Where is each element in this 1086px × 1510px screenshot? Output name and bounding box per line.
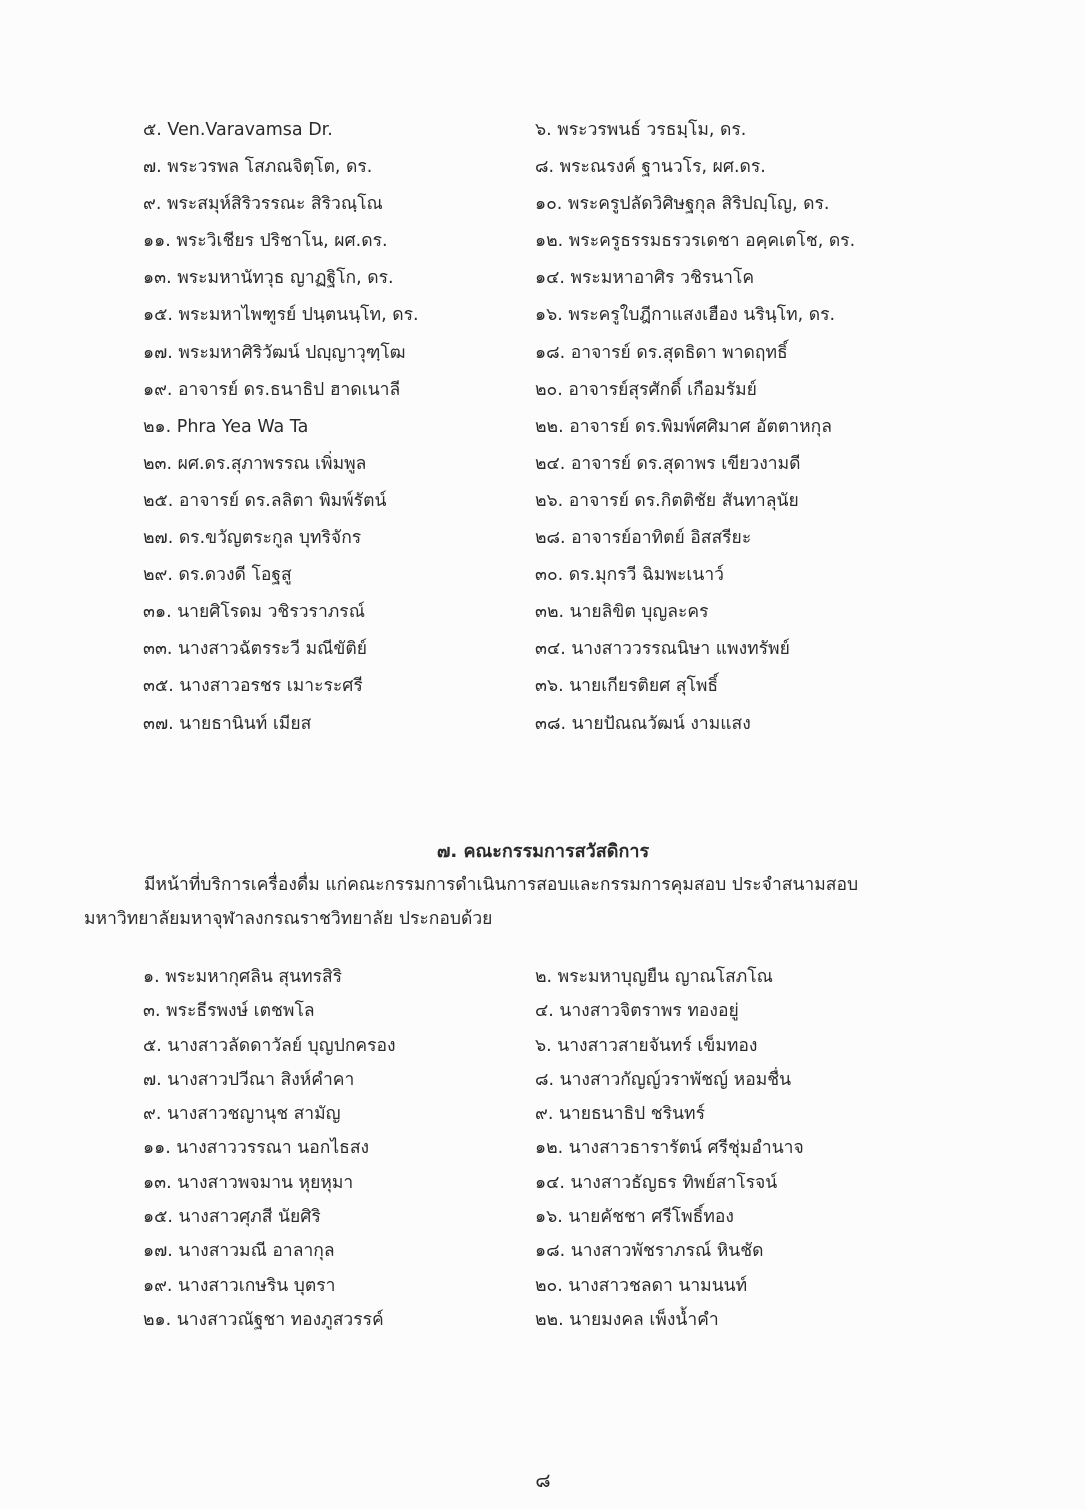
description-line-2: มหาวิทยาลัยมหาจุฬาลงกรณราชวิทยาลัย ประกอบด้วย	[84, 909, 493, 929]
list-item: ๑๕. นางสาวศุภสี นัยศิริ	[143, 1207, 321, 1228]
list-item: ๑๘. นางสาวพัชราภรณ์ หินชัด	[535, 1241, 764, 1262]
list-item: ๙. นางสาวชญานุช สามัญ	[143, 1104, 341, 1125]
list-item: ๒๔. อาจารย์ ดร.สุดาพร เขียวงามดี	[535, 453, 801, 474]
list-item: ๒๑. Phra Yea Wa Ta	[143, 416, 309, 437]
page-number: ๘	[535, 1468, 551, 1492]
list-item: ๒. พระมหาบุญยืน ญาณโสภโณ	[535, 967, 773, 987]
list-item: ๑๔. พระมหาอาศิร วชิรนาโค	[535, 268, 755, 289]
list-item: ๑๑. พระวิเชียร ปริชาโน, ผศ.ดร.	[143, 231, 388, 252]
list-item: ๑๕. พระมหาไพฑูรย์ ปนฺตนนฺโท, ดร.	[143, 305, 419, 326]
list-item: ๕. นางสาวลัดดาวัลย์ บุญปกครอง	[143, 1035, 396, 1056]
list-item: ๒๒. นายมงคล เพ็งน้ำคำ	[535, 1309, 719, 1330]
list-item: ๖. นางสาวสายจันทร์ เข็มทอง	[535, 1035, 758, 1056]
list-item: ๑๒. พระครูธรรมธรวรเดชา อคฺคเตโช, ดร.	[535, 231, 856, 252]
list-item: ๓๗. นายธานินท์ เมียส	[143, 713, 312, 734]
list-item: ๒๒. อาจารย์ ดร.พิมพ์ศศิมาศ อัตตาหกุล	[535, 416, 832, 437]
list-item: ๒๗. ดร.ขวัญตระกูล บุทริจักร	[143, 528, 362, 549]
list-item: ๙. นายธนาธิป ชรินทร์	[535, 1104, 705, 1125]
list-item: ๓๒. นายลิขิต บุญละคร	[535, 602, 709, 623]
list-item: ๑๒. นางสาวธารารัตน์ ศรีชุ่มอำนาจ	[535, 1138, 804, 1159]
list-item: ๑๓. พระมหานัทวุธ ญาฏฐิโก, ดร.	[143, 268, 394, 289]
list-item: ๒๖. อาจารย์ ดร.กิตติชัย สันทาลุนัย	[535, 490, 799, 511]
list-item: ๓๔. นางสาววรรณนิษา แพงทรัพย์	[535, 639, 790, 660]
list-item: ๑๙. นางสาวเกษริน บุตรา	[143, 1275, 336, 1296]
list-item: ๓๓. นางสาวฉัตรระวี มณีขัติย์	[143, 639, 367, 660]
list-item: ๒๘. อาจารย์อาทิตย์ อิสสรียะ	[535, 528, 752, 549]
list-item: ๗. พระวรพล โสภณจิตฺโต, ดร.	[143, 157, 373, 178]
list-item: ๓๖. นายเกียรติยศ สุโพธิ์	[535, 676, 719, 697]
list-item: ๑. พระมหากุศลิน สุนทรสิริ	[143, 967, 343, 987]
welfare-committee-member-list	[143, 962, 1003, 1339]
list-item: ๓. พระธีรพงษ์ เตชพโล	[143, 1001, 315, 1022]
list-item: ๑๓. นางสาวพจมาน หุยหุมา	[143, 1172, 354, 1193]
list-item: ๘. พระณรงค์ ฐานวโร, ผศ.ดร.	[535, 157, 766, 178]
section-description	[84, 868, 964, 936]
list-item: ๕. Ven.Varavamsa Dr.	[143, 120, 333, 140]
list-item: ๑๘. อาจารย์ ดร.สุดธิดา พาดฤทธิ์	[535, 342, 788, 363]
list-item: ๒๑. นางสาวณัฐชา ทองภูสวรรค์	[143, 1309, 384, 1330]
list-item: ๓๐. ดร.มุกรวี ฉิมพะเนาว์	[535, 565, 725, 586]
list-item: ๑๙. อาจารย์ ดร.ธนาธิป ฮาดเนาลี	[143, 379, 401, 400]
list-item: ๖. พระวรพนธ์ วรธมฺโม, ดร.	[535, 120, 747, 140]
list-item: ๔. นางสาวจิตราพร ทองอยู่	[535, 1001, 739, 1022]
list-item: ๘. นางสาวกัญญ์วราพัชญ์ หอมชื่น	[535, 1069, 792, 1090]
list-item: ๑๐. พระครูปลัดวิศิษฐกุล สิริปญฺโญ, ดร.	[535, 194, 830, 215]
list-item: ๒๙. ดร.ดวงดี โอฐสู	[143, 565, 292, 586]
list-item: ๓๑. นายศิโรดม วชิรวราภรณ์	[143, 602, 365, 623]
section-heading: ๗. คณะกรรมการสวัสดิการ	[436, 841, 650, 862]
list-item: ๓๘. นายปัณณวัฒน์ งามแสง	[535, 713, 751, 734]
list-item: ๓๕. นางสาวอรชร เมาะระศรี	[143, 676, 363, 697]
committee-member-list-continued	[143, 114, 1003, 745]
list-item: ๒๕. อาจารย์ ดร.ลลิตา พิมพ์รัตน์	[143, 490, 387, 511]
list-item: ๑๖. นายคัชชา ศรีโพธิ์ทอง	[535, 1207, 734, 1228]
list-item: ๑๖. พระครูใบฎีกาแสงเฮือง นรินฺโท, ดร.	[535, 305, 836, 326]
list-item: ๗. นางสาวปวีณา สิงห์คำคา	[143, 1069, 355, 1090]
list-item: ๑๗. นางสาวมณี อาลากุล	[143, 1241, 335, 1262]
list-item: ๒๓. ผศ.ดร.สุภาพรรณ เพิ่มพูล	[143, 453, 367, 474]
description-line-1: มีหน้าที่บริการเครื่องดื่ม แก่คณะกรรมการดำเนินการสอบและกรรมการคุมสอบ ประจำสนามสอบ	[144, 875, 859, 895]
list-item: ๒๐. นางสาวชลดา นามนนท์	[535, 1275, 748, 1296]
list-item: ๑๗. พระมหาศิริวัฒน์ ปญฺญาวุฑฺโฒ	[143, 342, 406, 363]
list-item: ๒๐. อาจารย์สุรศักดิ์ เกือมรัมย์	[535, 379, 757, 400]
list-item: ๙. พระสมุห์สิริวรรณะ สิริวณฺโณ	[143, 194, 383, 215]
list-item: ๑๑. นางสาววรรณา นอกไธสง	[143, 1138, 370, 1159]
list-item: ๑๔. นางสาวธัญธร ทิพย์สาโรจน์	[535, 1172, 778, 1193]
